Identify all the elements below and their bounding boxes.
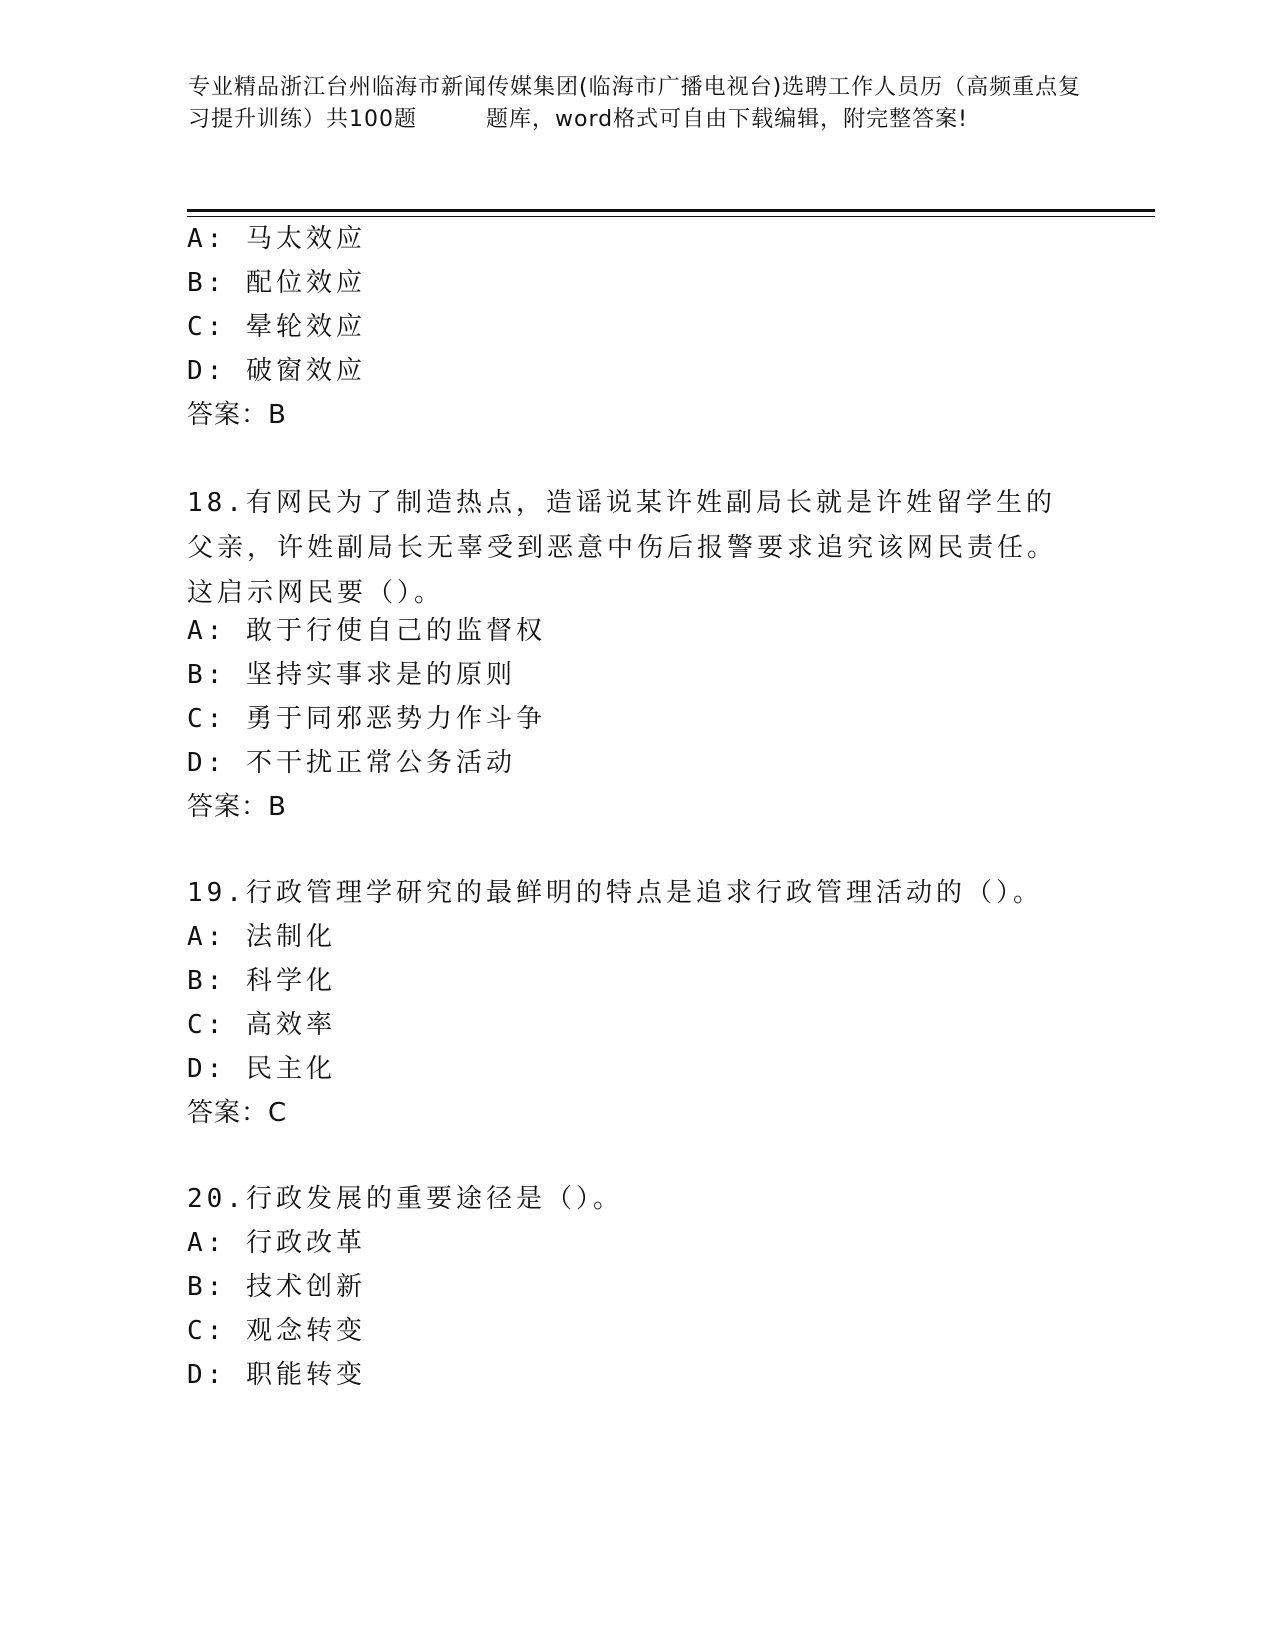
header-rule-thick bbox=[187, 209, 1155, 212]
option-b: B: 配位效应 bbox=[187, 268, 366, 298]
option-d: D: 职能转变 bbox=[187, 1360, 366, 1390]
answer: 答案：B bbox=[187, 400, 287, 430]
option-a: A: 马太效应 bbox=[187, 224, 366, 254]
question-text: 19.行政管理学研究的最鲜明的特点是追求行政管理活动的（）。 bbox=[187, 878, 1043, 908]
header-rule-thin bbox=[187, 216, 1155, 217]
option-d: D: 民主化 bbox=[187, 1054, 336, 1084]
option-a: A: 行政改革 bbox=[187, 1228, 366, 1258]
option-d: D: 不干扰正常公务活动 bbox=[187, 748, 516, 778]
question-text: 20.行政发展的重要途径是（）。 bbox=[187, 1184, 623, 1214]
option-c: C: 勇于同邪恶势力作斗争 bbox=[187, 704, 546, 734]
option-b: B: 坚持实事求是的原则 bbox=[187, 660, 516, 690]
option-c: C: 观念转变 bbox=[187, 1316, 366, 1346]
option-b: B: 技术创新 bbox=[187, 1272, 366, 1302]
answer: 答案：B bbox=[187, 792, 287, 822]
option-c: C: 晕轮效应 bbox=[187, 312, 366, 342]
document-header: 专业精品浙江台州临海市新闻传媒集团(临海市广播电视台)选聘工作人员历（高频重点复习提升训练）共100题 题库，word格式可自由下载编辑，附完整答案! bbox=[188, 75, 1082, 132]
option-c: C: 高效率 bbox=[187, 1010, 336, 1040]
option-b: B: 科学化 bbox=[187, 966, 336, 996]
answer: 答案：C bbox=[187, 1098, 288, 1128]
option-a: A: 法制化 bbox=[187, 922, 336, 952]
option-d: D: 破窗效应 bbox=[187, 356, 366, 386]
question-text: 18.有网民为了制造热点，造谣说某许姓副局长就是许姓留学生的父亲，许姓副局长无辜受到恶意中伤后报警要求追究该网民责任。这启示网民要（）。 bbox=[187, 488, 1058, 608]
option-a: A: 敢于行使自己的监督权 bbox=[187, 616, 546, 646]
